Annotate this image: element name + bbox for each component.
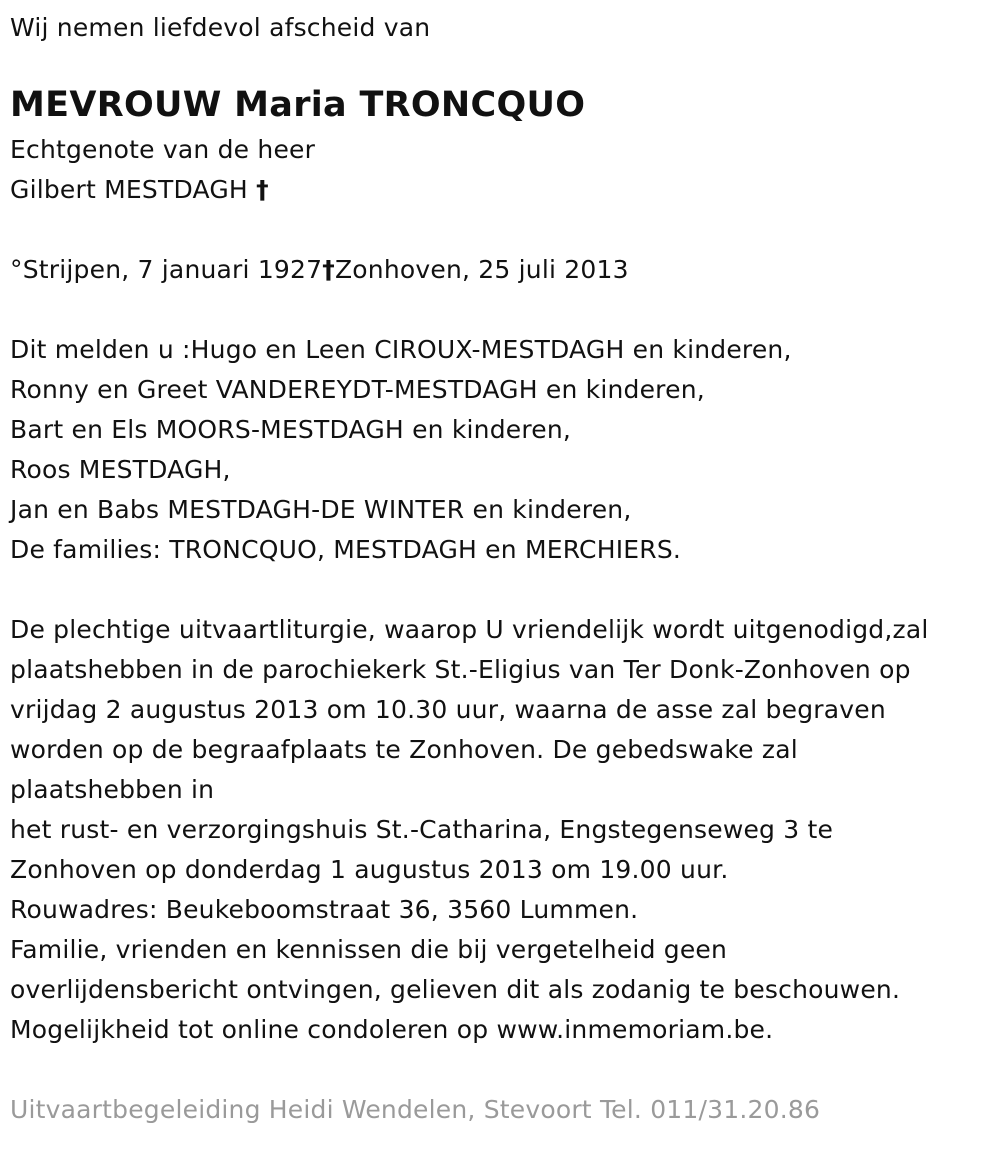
spacer <box>10 570 990 610</box>
ceremony-line: De plechtige uitvaartliturgie, waarop U vriendelijk wordt uitgenodigd,zal <box>10 615 929 644</box>
announcer-line: Roos MESTDAGH, <box>10 455 231 484</box>
ceremony-line: Zonhoven op donderdag 1 augustus 2013 om 19.00 uur. <box>10 855 729 884</box>
ceremony-line: Familie, vrienden en kennissen die bij vergetelheid geen <box>10 935 728 964</box>
ceremony-line: plaatshebben in de parochiekerk St.-Eligius van Ter Donk-Zonhoven op <box>10 655 911 684</box>
announcers-list <box>10 330 990 570</box>
funeral-director-footer: Uitvaartbegeleiding Heidi Wendelen, Stevoort Tel. 011/31.20.86 <box>10 1095 821 1124</box>
life-dates <box>10 250 990 290</box>
birth-date: °Strijpen, 7 januari 1927 <box>10 255 323 284</box>
ceremony-line: worden op de begraafplaats te Zonhoven. De gebedswake zal <box>10 735 798 764</box>
ceremony-line: plaatshebben in <box>10 775 215 804</box>
cross-icon: † <box>322 255 335 284</box>
funeral-notice <box>10 8 990 1130</box>
announcer-line: Dit melden u :Hugo en Leen CIROUX-MESTDAGH en kinderen, <box>10 335 792 364</box>
announcer-line: De families: TRONCQUO, MESTDAGH en MERCHIERS. <box>10 535 682 564</box>
cross-icon: † <box>256 175 269 204</box>
ceremony-line: het rust- en verzorgingshuis St.-Catharina, Engstegenseweg 3 te <box>10 815 834 844</box>
death-date: Zonhoven, 25 juli 2013 <box>334 255 629 284</box>
announcer-line: Ronny en Greet VANDEREYDT-MESTDAGH en kinderen, <box>10 375 705 404</box>
spacer <box>10 290 990 330</box>
spacer <box>10 210 990 250</box>
spouse-line <box>10 170 990 210</box>
announcer-line: Jan en Babs MESTDAGH-DE WINTER en kinderen, <box>10 495 632 524</box>
spacer <box>10 48 990 80</box>
online-condolence: Mogelijkheid tot online condoleren op www.inmemoriam.be. <box>10 1015 774 1044</box>
spacer <box>10 1050 990 1090</box>
deceased-name: MEVROUW Maria TRONCQUO <box>10 85 586 125</box>
spouse-label: Echtgenote van de heer <box>10 135 316 164</box>
ceremony-line: overlijdensbericht ontvingen, gelieven dit als zodanig te beschouwen. <box>10 975 901 1004</box>
intro-text: Wij nemen liefdevol afscheid van <box>10 13 431 42</box>
spouse-name: Gilbert MESTDAGH <box>10 175 248 204</box>
ceremony-details <box>10 610 990 1050</box>
announcer-line: Bart en Els MOORS-MESTDAGH en kinderen, <box>10 415 572 444</box>
mourning-address: Rouwadres: Beukeboomstraat 36, 3560 Lummen. <box>10 895 639 924</box>
ceremony-line: vrijdag 2 augustus 2013 om 10.30 uur, waarna de asse zal begraven <box>10 695 886 724</box>
